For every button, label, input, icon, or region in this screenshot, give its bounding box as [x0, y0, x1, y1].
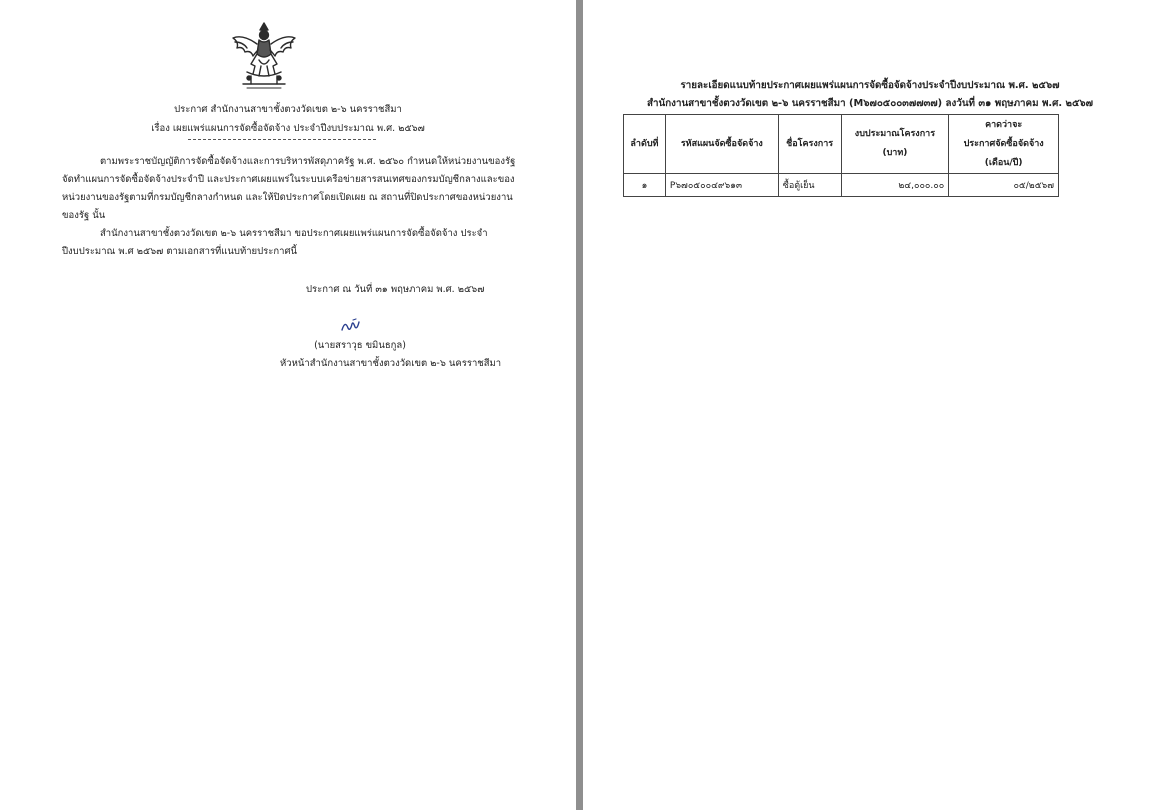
attachment-subtitle: สำนักงานสาขาชั้งตวงวัดเขต ๒-๖ นครราชสีมา (M๖๗๐๕๐๐๓๗๗๓๗) ลงวันที่ ๓๑ พฤษภาคม พ.ศ. ๒๕๖๗	[647, 98, 1093, 109]
paragraph-1-line-4: ของรัฐ นั้น	[62, 210, 106, 221]
table-header-row	[624, 115, 1059, 174]
paragraph-1-line-2: จัดทำแผนการจัดซื้อจัดจ้างประจำปี และประกาศเผยแพร่ในระบบเครือข่ายสารสนเทศของกรมบัญชีกลางและของ	[62, 174, 515, 185]
table-row	[624, 174, 1059, 197]
header-project-name: ชื่อโครงการ	[778, 115, 841, 174]
header-expected-announce: คาดว่าจะ ประกาศจัดซื้อจัดจ้าง (เดือน/ปี)	[949, 115, 1059, 174]
cell-expected: ๐๕/๒๕๖๗	[949, 174, 1059, 197]
header-plan-code: รหัสแผนจัดซื้อจัดจ้าง	[665, 115, 778, 174]
attachment-title: รายละเอียดแนบท้ายประกาศเผยแพร่แผนการจัดซื้อจัดจ้างประจำปีงบประมาณ พ.ศ. ๒๕๖๗	[680, 80, 1060, 91]
handwritten-signature	[339, 318, 361, 334]
cell-order: ๑	[624, 174, 666, 197]
paragraph-2-line-1: สำนักงานสาขาชั้งตวงวัดเขต ๒-๖ นครราชสีมา ขอประกาศเผยแพร่แผนการจัดซื้อจัดจ้าง ประจำ	[100, 228, 488, 239]
procurement-plan-table	[623, 114, 1059, 197]
left-document-page	[0, 0, 576, 810]
cell-project-name: ซื้อตู้เย็น	[778, 174, 841, 197]
paragraph-2-line-2: ปีงบประมาณ พ.ศ ๒๕๖๗ ตามเอกสารที่แนบท้ายประกาศนี้	[62, 246, 297, 257]
announcement-subject: เรื่อง เผยแพร่แผนการจัดซื้อจัดจ้าง ประจำปีงบประมาณ พ.ศ. ๒๕๖๗	[151, 123, 425, 134]
issued-date: ประกาศ ณ วันที่ ๓๑ พฤษภาคม พ.ศ. ๒๕๖๗	[306, 284, 485, 295]
header-budget: งบประมาณโครงการ (บาท)	[841, 115, 949, 174]
paragraph-1-line-3: หน่วยงานของรัฐตามที่กรมบัญชีกลางกำหนด และให้ปิดประกาศโดยเปิดเผย ณ สถานที่ปิดประกาศของหน่วยงาน	[62, 192, 513, 203]
subject-dashed-divider	[188, 139, 376, 140]
cell-budget: ๒๔,๐๐๐.๐๐	[841, 174, 949, 197]
signer-position: หัวหน้าสำนักงานสาขาชั้งตวงวัดเขต ๒-๖ นครราชสีมา	[280, 358, 502, 369]
header-order: ลำดับที่	[624, 115, 666, 174]
paragraph-1-line-1: ตามพระราชบัญญัติการจัดซื้อจัดจ้างและการบริหารพัสดุภาครัฐ พ.ศ. ๒๕๖๐ กำหนดให้หน่วยงานของรัฐ	[100, 156, 516, 167]
cell-plan-code: P๖๗๐๕๐๐๔๙๖๑๓	[665, 174, 778, 197]
page-divider	[576, 0, 583, 810]
announcement-title: ประกาศ สำนักงานสาขาชั้งตวงวัดเขต ๒-๖ นครราชสีมา	[174, 104, 402, 115]
right-document-page	[583, 0, 1157, 810]
signer-name: (นายสราวุธ ขมินธกูล)	[314, 340, 406, 351]
garuda-emblem-icon	[229, 20, 299, 92]
